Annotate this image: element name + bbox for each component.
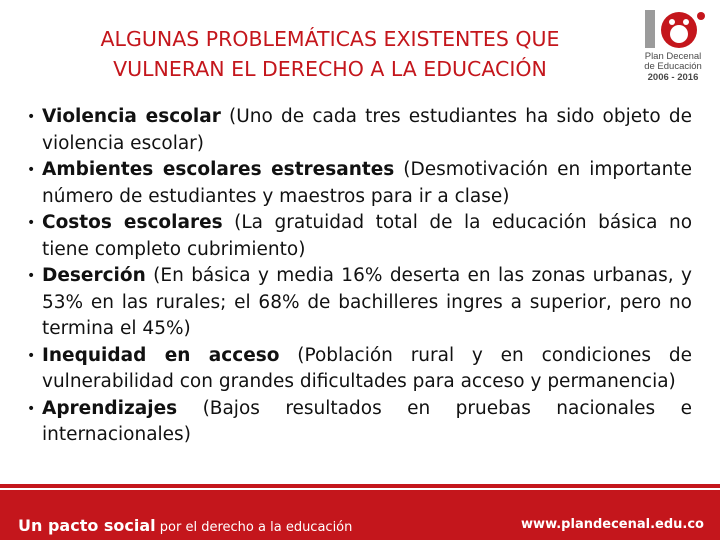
list-item — [27, 263, 692, 343]
bullet-icon: • — [27, 400, 36, 417]
bullet-icon: • — [27, 109, 36, 125]
item-heading: Costos escolares — [42, 212, 223, 233]
item-heading: Inequidad en acceso — [42, 344, 280, 366]
item-heading: Aprendizajes — [42, 397, 178, 419]
logo-years: 2006 - 2016 — [647, 72, 699, 83]
bullet-icon: • — [27, 347, 36, 364]
item-heading: Ambientes escolares estresantes — [42, 159, 395, 180]
list-item — [27, 157, 692, 210]
page-title — [30, 24, 630, 84]
title-line-2: VULNERAN EL DERECHO A LA EDUCACIÓN — [113, 57, 547, 81]
item-text: (La gratuidad total de la educación básica no tiene completo cubrimiento) — [42, 212, 693, 260]
item-heading: Violencia escolar — [42, 106, 221, 127]
logo-line-1: Plan Decenal — [644, 51, 702, 62]
item-text: (Población rural y en condiciones de vulnerabilidad con grandes dificultades para acceso y permanencia) — [42, 344, 692, 392]
footer-slogan-rest: por el derecho a la educación — [155, 520, 353, 535]
logo-line-2: de Educación — [644, 61, 702, 72]
plan-decenal-logo — [635, 8, 711, 90]
item-text: (Uno de cada tres estudiantes ha sido objeto de violencia escolar) — [42, 106, 692, 154]
list-item — [27, 343, 692, 396]
item-text: (Bajos resultados en pruebas nacionales e internacionales) — [42, 397, 692, 445]
item-heading: Deserción — [42, 265, 146, 286]
footer-slogan — [18, 516, 352, 535]
item-text: (Desmotivación en importante número de estudiantes y maestros para ir a clase) — [42, 159, 692, 207]
footer-divider — [0, 488, 720, 490]
problem-list — [27, 104, 693, 449]
title-line-1: ALGUNAS PROBLEMÁTICAS EXISTENTES QUE — [100, 27, 560, 51]
list-item — [27, 396, 692, 449]
bullet-icon: • — [27, 268, 36, 284]
list-item — [27, 210, 693, 263]
logo-number-10-icon — [639, 8, 707, 50]
list-item — [27, 104, 692, 157]
footer-slogan-strong: Un pacto social — [18, 516, 156, 535]
bullet-icon: • — [27, 162, 36, 178]
bullet-icon: • — [27, 215, 36, 231]
item-text: (En básica y media 16% deserta en las zonas urbanas, y 53% en las rurales; el 68% de bachilleres ingres a superior, pero no termina el 45%) — [42, 265, 692, 339]
footer-url-link[interactable]: www.plandecenal.edu.co — [521, 517, 704, 532]
